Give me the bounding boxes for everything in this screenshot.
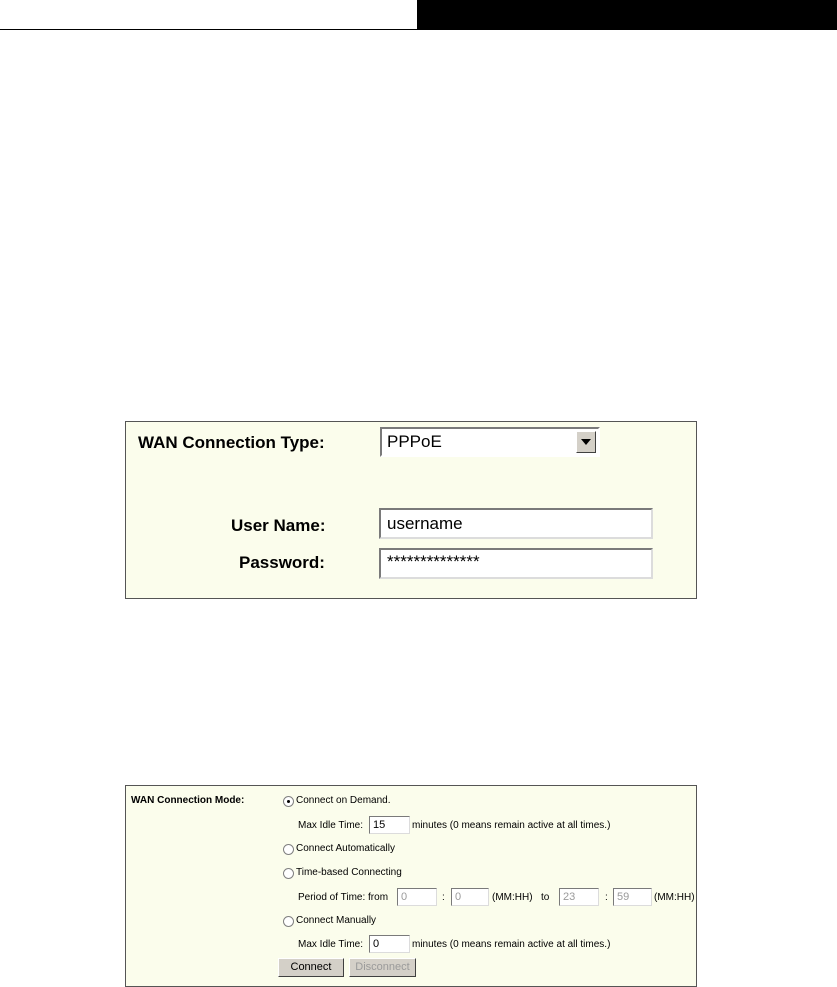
to-unit-label: (MM:HH) (654, 892, 695, 903)
to-minute-input[interactable] (613, 888, 652, 906)
radio-time-based-connecting[interactable] (283, 868, 294, 879)
wan-connection-type-label: WAN Connection Type: (138, 433, 325, 452)
user-name-label: User Name: (231, 516, 326, 535)
from-hour-input[interactable] (397, 888, 437, 906)
time-separator: : (605, 892, 608, 903)
wan-connection-type-value: PPPoE (387, 432, 442, 451)
header-bar (417, 0, 837, 29)
password-field[interactable] (379, 548, 653, 579)
radio-connect-on-demand[interactable] (283, 796, 294, 807)
connect-automatically-label: Connect Automatically (296, 843, 395, 854)
to-label: to (541, 892, 550, 903)
radio-connect-manually[interactable] (283, 916, 294, 927)
demand-idle-suffix: minutes (0 means remain active at all times.) (412, 820, 611, 831)
connect-manually-label: Connect Manually (296, 915, 377, 926)
wan-connection-type-select[interactable] (380, 427, 600, 457)
manual-idle-suffix: minutes (0 means remain active at all times.) (412, 939, 611, 950)
from-hour-value: 0 (401, 891, 408, 903)
password-label: Password: (239, 553, 325, 572)
demand-idle-value: 15 (373, 819, 386, 831)
wan-connection-mode-panel (125, 785, 697, 987)
manual-idle-label: Max Idle Time: (298, 939, 364, 950)
header-divider (0, 29, 837, 30)
connect-button[interactable]: Connect (278, 958, 344, 977)
from-unit-label: (MM:HH) (492, 892, 533, 903)
disconnect-button[interactable]: Disconnect (349, 958, 416, 977)
user-name-value: username (387, 514, 463, 533)
wan-connection-mode-label: WAN Connection Mode: (131, 795, 245, 806)
dropdown-button[interactable] (576, 431, 596, 453)
to-hour-value: 23 (563, 891, 576, 903)
time-based-connecting-label: Time-based Connecting (296, 867, 402, 878)
user-name-field[interactable] (379, 508, 653, 539)
period-of-time-label: Period of Time: from (298, 892, 389, 903)
demand-idle-input[interactable] (369, 816, 410, 834)
manual-idle-value: 0 (373, 938, 380, 950)
from-minute-input[interactable] (451, 888, 489, 906)
connect-on-demand-label: Connect on Demand. (296, 795, 391, 806)
to-minute-value: 59 (617, 891, 630, 903)
to-hour-input[interactable] (559, 888, 599, 906)
manual-idle-input[interactable] (369, 935, 410, 953)
demand-idle-label: Max Idle Time: (298, 820, 364, 831)
radio-connect-automatically[interactable] (283, 844, 294, 855)
wan-settings-panel (125, 421, 697, 599)
from-minute-value: 0 (455, 891, 462, 903)
time-separator: : (442, 892, 445, 903)
password-value: ************** (387, 552, 480, 571)
chevron-down-icon (581, 439, 591, 445)
